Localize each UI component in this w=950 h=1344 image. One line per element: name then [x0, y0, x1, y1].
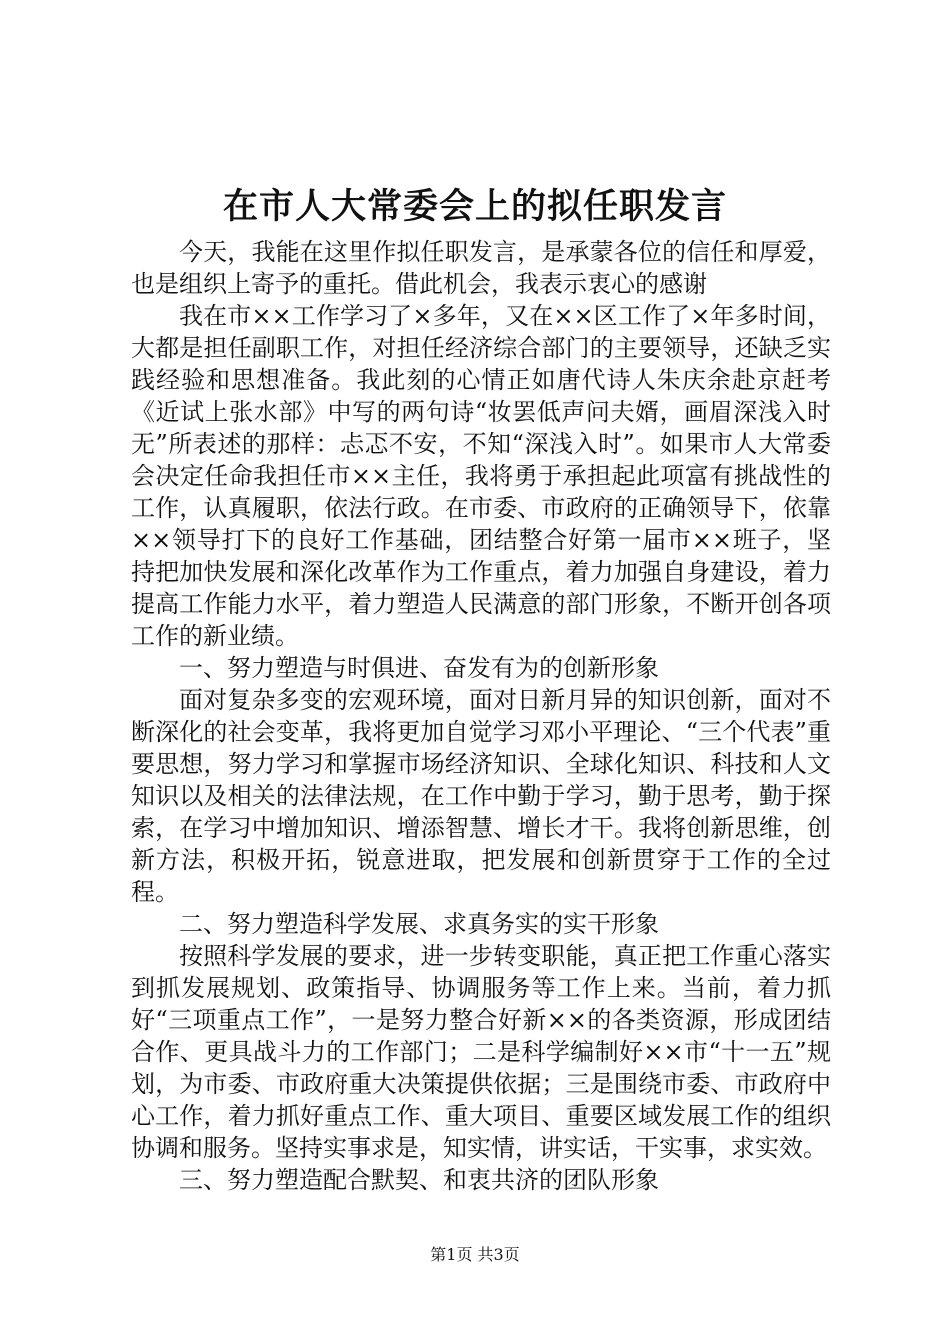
- document-body: [131, 236, 831, 1196]
- paragraph-section-1: 面对复杂多变的宏观环境，面对日新月异的知识创新，面对不断深化的社会变革，我将更加自觉学习邓小平理论、“三个代表”重要思想，努力学习和掌握市场经济知识、全球化知识、科技和人文知识以及相关的法律法规，在工作中勤于学习，勤于思考，勤于探索，在学习中增加知识、增添智慧、增长才干。我将创新思维，创新方法，积极开拓，锐意进取，把发展和创新贯穿于工作的全过程。: [131, 686, 831, 906]
- paragraph-background: 我在市××工作学习了×多年，又在××区工作了×年多时间，大都是担任副职工作，对担任经济综合部门的主要领导，还缺乏实践经验和思想准备。我此刻的心情正如唐代诗人朱庆余赴京赶考《近试上张水部》中写的两句诗“妆罢低声问夫婿，画眉深浅入时无”所表述的那样：忐忑不安，不知“深浅入时”。如果市人大常委会决定任命我担任市××主任，我将勇于承担起此项富有挑战性的工作，认真履职，依法行政。在市委、市政府的正确领导下，依靠××领导打下的良好工作基础，团结整合好第一届市××班子，坚持把加快发展和深化改革作为工作重点，着力加强自身建设，着力提高工作能力水平，着力塑造人民满意的部门形象，不断开创各项工作的新业绩。: [131, 302, 831, 650]
- page-footer: 第1页 共3页: [430, 1245, 520, 1264]
- section-heading-2: 二、努力塑造科学发展、求真务实的实干形象: [179, 910, 659, 938]
- paragraph-intro: 今天，我能在这里作拟任职发言，是承蒙各位的信任和厚爱，也是组织上寄予的重托。借此机会，我表示衷心的感谢: [131, 238, 831, 298]
- section-heading-3: 三、努力塑造配合默契、和衷共济的团队形象: [179, 1166, 659, 1194]
- section-heading-1: 一、努力塑造与时俱进、奋发有为的创新形象: [179, 654, 659, 682]
- document-title: 在市人大常委会上的拟任职发言: [222, 186, 727, 227]
- paragraph-section-2: 按照科学发展的要求，进一步转变职能，真正把工作重心落实到抓发展规划、政策指导、协调服务等工作上来。当前，着力抓好“三项重点工作”，一是努力整合好新××的各类资源，形成团结合作、更具战斗力的工作部门；二是科学编制好××市“十一五”规划，为市委、市政府重大决策提供依据；三是围绕市委、市政府中心工作，着力抓好重点工作、重大项目、重要区域发展工作的组织协调和服务。坚持实事求是，知实情，讲实话，干实事，求实效。: [131, 942, 831, 1162]
